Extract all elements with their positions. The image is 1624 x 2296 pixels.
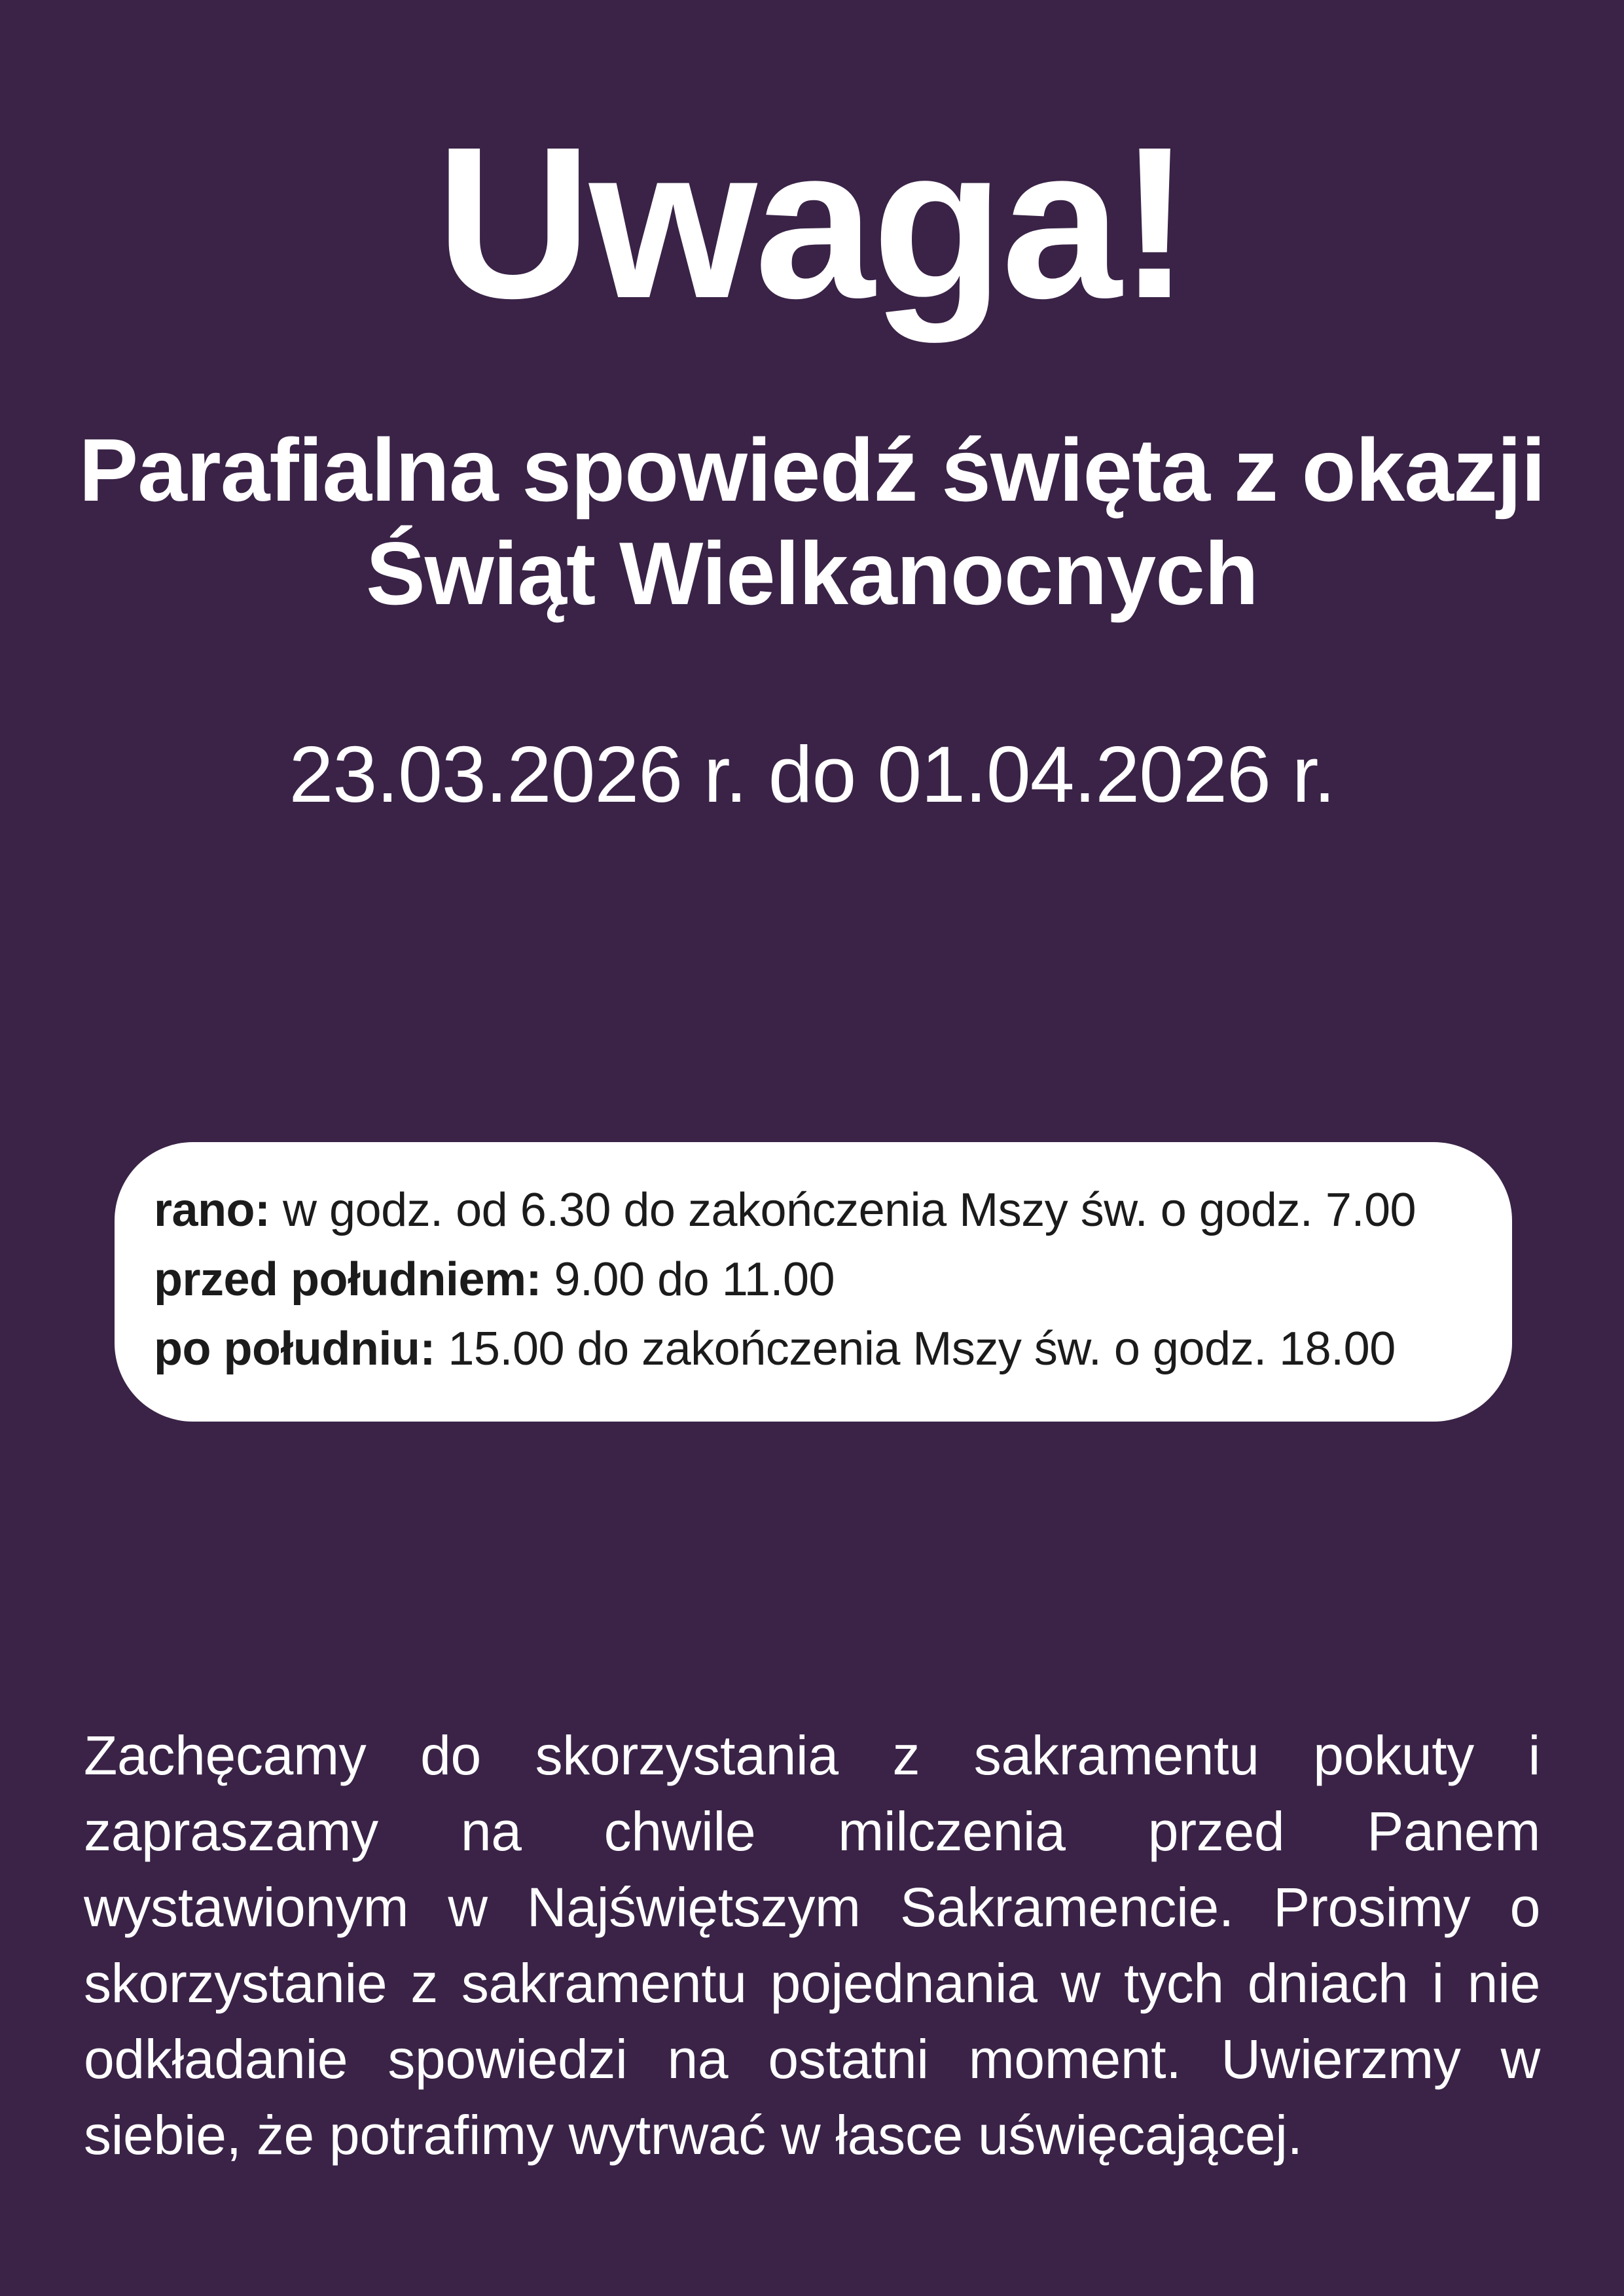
poster-subtitle-line-2: Świąt Wielkanocnych (366, 523, 1258, 623)
poster-subtitle-line-1: Parafialna spowiedź święta z okazji (79, 420, 1545, 520)
hours-row-label: rano: (154, 1184, 270, 1236)
hours-row (154, 1315, 1473, 1384)
hours-row-value: w godz. od 6.30 do zakończenia Mszy św. o godz. 7.00 (270, 1184, 1416, 1236)
hours-row (154, 1246, 1473, 1315)
hours-row-value: 9.00 do 11.00 (541, 1253, 835, 1306)
hours-row-value: 15.00 do zakończenia Mszy św. o godz. 18.00 (435, 1322, 1396, 1375)
hours-row-label: przed południem: (154, 1253, 541, 1306)
body-text (84, 1718, 1540, 2173)
hours-card (115, 1142, 1512, 1422)
hours-row-label: po południu: (154, 1322, 435, 1375)
poster-subtitle (79, 331, 1545, 626)
body-paragraph: Zachęcamy do skorzystania z sakramentu pokuty i zapraszamy na chwile milczenia przed Panem wystawionym w Najświętszym Sakramencie. Prosimy o skorzystanie z sakramentu pojednania w tych dniach i nie odkładanie spowiedzi na ostatni moment. Uwierzmy w siebie, że potrafimy wytrwać w łasce uświęcającej. (84, 1725, 1540, 2166)
hours-row (154, 1176, 1473, 1246)
date-range: 23.03.2026 r. do 01.04.2026 r. (289, 729, 1335, 819)
page-title: Uwaga! (435, 101, 1189, 343)
